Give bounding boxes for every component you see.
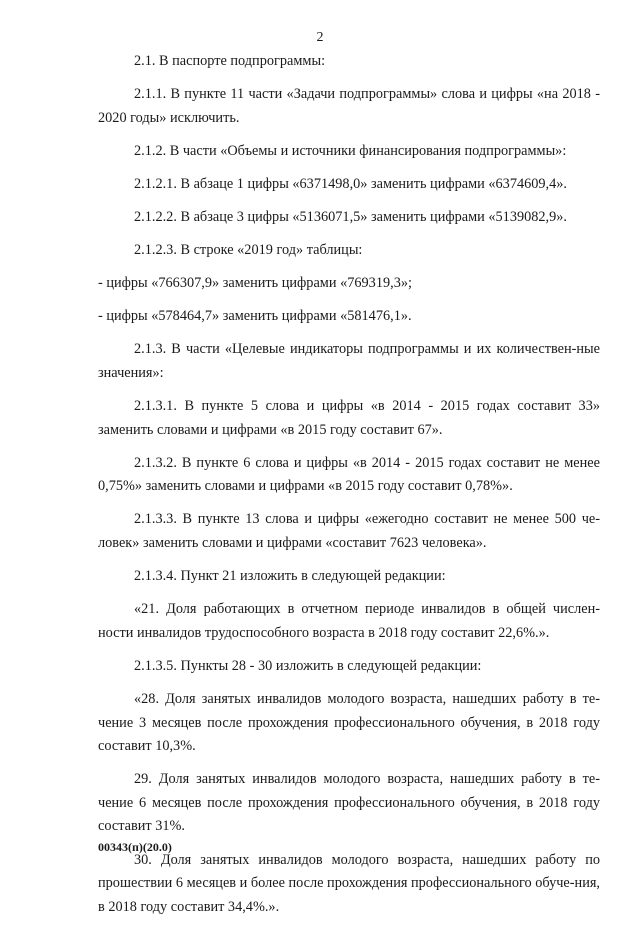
paragraph-quote-29: 29. Доля занятых инвалидов молодого возраста, нашедших работу в те-чение 6 месяцев после прохождения профессионального обучения, в 2018 году составит 31%. [98, 771, 600, 835]
paragraph-2-1-3-4: 2.1.3.4. Пункт 21 изложить в следующей редакции: [134, 568, 446, 585]
page-number: 2 [316, 30, 324, 45]
paragraph-quote-21: «21. Доля работающих в отчетном периоде инвалидов в общей числен-ности инвалидов трудоспособного возраста в 2018 году составит 22,6%.». [98, 601, 600, 641]
document-code: 00343(п)(20.0) [98, 840, 172, 854]
paragraph-2-1-3: 2.1.3. В части «Целевые индикаторы подпрограммы и их количествен-ные значения»: [98, 341, 600, 381]
paragraph-2-1-3-1: 2.1.3.1. В пункте 5 слова и цифры «в 2014 - 2015 годах составит 33» заменить словами и цифрами «в 2015 году составит 67». [98, 398, 600, 438]
paragraph-2-1-3-2: 2.1.3.2. В пункте 6 слова и цифры «в 2014 - 2015 годах составит не менее 0,75%» заменить словами и цифрами «в 2015 году составит 0,78%». [98, 454, 600, 495]
paragraph-2-1-2-2: 2.1.2.2. В абзаце 3 цифры «5136071,5» заменить цифрами «5139082,9». [134, 208, 568, 225]
paragraph-quote-28: «28. Доля занятых инвалидов молодого возраста, нашедших работу в те-чение 3 месяцев после прохождения профессионального обучения, в 2018 году составит 10,3%. [98, 690, 600, 755]
document-body [98, 50, 600, 929]
paragraph-quote-30: 30. Доля занятых инвалидов молодого возраста, нашедших работу по прошествии 6 месяцев и более после прохождения профессионального обуче-ния, в 2018 году составит 34,4%.». [98, 851, 600, 915]
paragraph-2-1-3-5: 2.1.3.5. Пункты 28 - 30 изложить в следующей редакции: [134, 657, 482, 674]
paragraph-2-1: 2.1. В паспорте подпрограммы: [134, 53, 326, 69]
paragraph-2-1-3-3: 2.1.3.3. В пункте 13 слова и цифры «ежегодно составит не менее 500 че-ловек» заменить словами и цифрами «составит 7623 человека». [98, 511, 600, 551]
paragraph-2-1-2: 2.1.2. В части «Объемы и источники финансирования подпрограммы»: [134, 142, 567, 159]
paragraph-2-1-2-1: 2.1.2.1. В абзаце 1 цифры «6371498,0» заменить цифрами «6374609,4». [134, 175, 568, 192]
paragraph-dash-item: - цифры «766307,9» заменить цифрами «769319,3»; [98, 275, 412, 292]
paragraph-dash-item: - цифры «578464,7» заменить цифрами «581476,1». [98, 308, 412, 325]
paragraph-2-1-1: 2.1.1. В пункте 11 части «Задачи подпрограммы» слова и цифры «на 2018 - 2020 годы» исключить. [98, 86, 600, 126]
paragraph-2-1-2-3: 2.1.2.3. В строке «2019 год» таблицы: [134, 242, 363, 259]
